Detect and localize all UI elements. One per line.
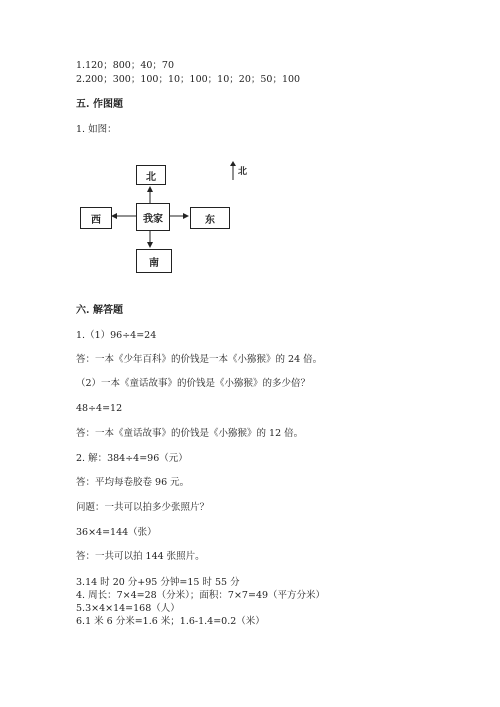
section-5-title: 五. 作图题: [76, 99, 123, 110]
answer-6-1-conclusion: 答：一本《少年百科》的价钱是一本《小猕猴》的 24 倍。: [76, 354, 323, 365]
answer-line-1: 1.120；800；40；70: [76, 60, 175, 71]
answer-6-2-conclusion: 答：平均每卷胶卷 96 元。: [76, 477, 190, 488]
north-compass-label: 北: [238, 167, 248, 177]
answer-6-5: 5.3×4×14=168（人）: [76, 603, 180, 614]
box-west: 西: [80, 207, 112, 229]
answer-6-1-2-calc: 48÷4=12: [76, 403, 123, 414]
answer-6-2-extra-conclusion: 答：一共可以拍 144 张照片。: [76, 551, 205, 562]
question-6-2-extra: 问题：一共可以拍多少张照片？: [76, 502, 210, 513]
box-north: 北: [136, 165, 166, 185]
north-compass: [229, 160, 259, 182]
answer-line-2: 2.200；300；100；10；100；10；20；50；100: [76, 74, 301, 85]
box-center-home: 我家: [136, 203, 170, 231]
question-5-1: 1. 如图：: [76, 124, 117, 135]
answer-6-6: 6.1 米 6 分米=1.6 米；1.6-1.4=0.2（米）: [76, 616, 265, 627]
answer-6-1: 1.（1）96÷4=24: [76, 330, 157, 341]
question-6-1-2: （2）一本《童话故事》的价钱是《小猕猴》的多少倍？: [76, 378, 311, 389]
answer-6-2-extra-calc: 36×4=144（张）: [76, 527, 157, 538]
answer-6-2: 2. 解：384÷4=96（元）: [76, 453, 188, 464]
answer-6-4: 4. 周长：7×4=28（分米）；面积：7×7=49（平方分米）: [76, 590, 326, 601]
section-6-title: 六. 解答题: [76, 305, 123, 316]
box-south: 南: [136, 249, 172, 273]
answer-6-1-2-conclusion: 答：一本《童话故事》的价钱是《小猕猴》的 12 倍。: [76, 428, 304, 439]
box-east: 东: [190, 207, 230, 229]
answer-6-3: 3.14 时 20 分+95 分钟=15 时 55 分: [76, 577, 240, 588]
